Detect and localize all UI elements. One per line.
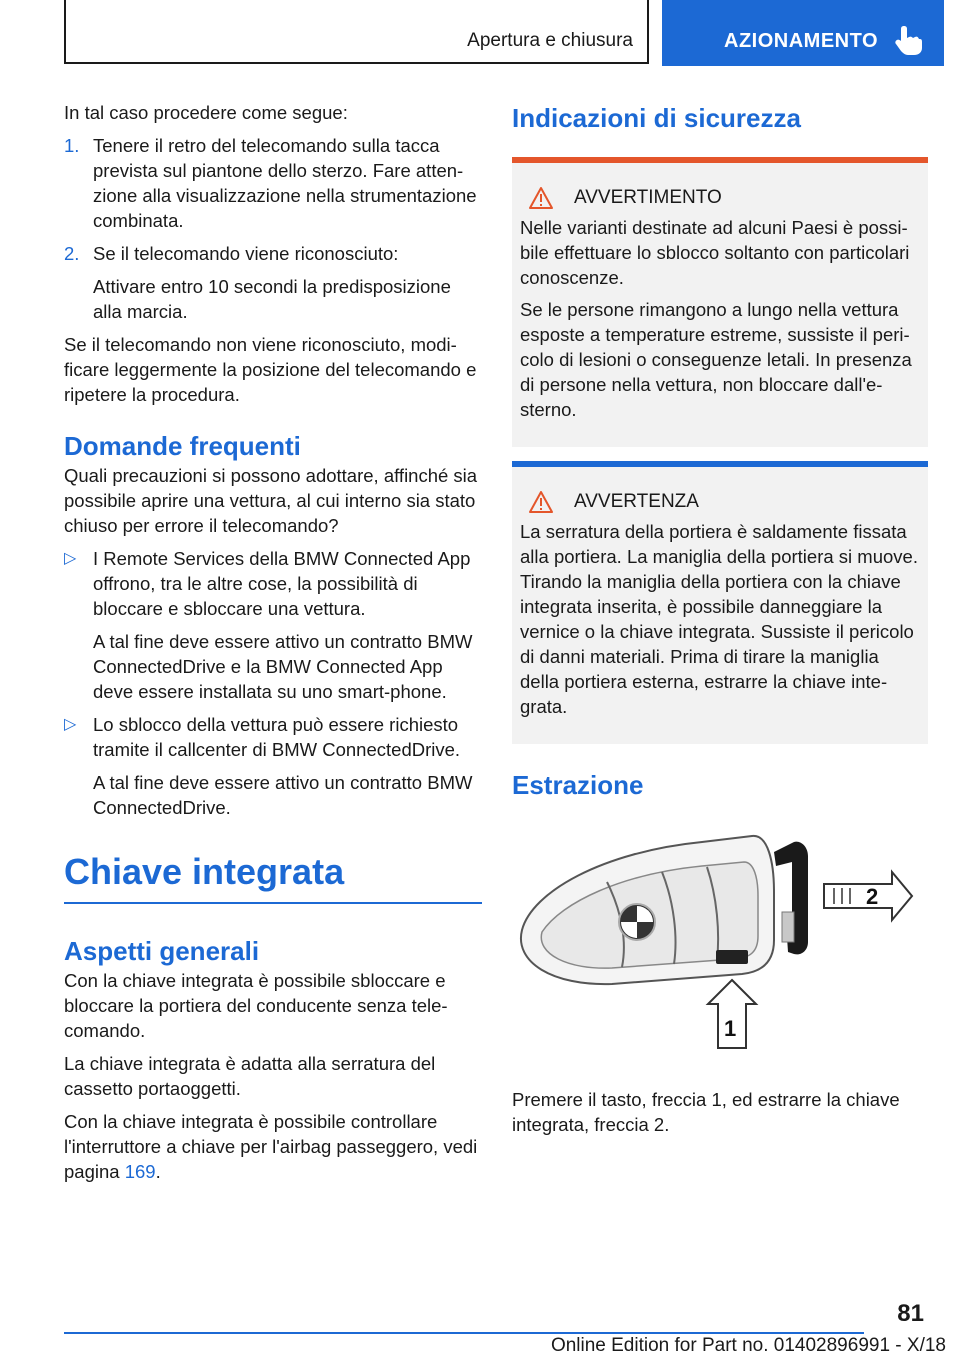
list-item: [64, 712, 482, 762]
retry-text: Se il telecomando non viene riconosciuto, modi-ficare leggermente la posizione del telecomando e ripetere la procedura.: [64, 334, 477, 405]
arrow-1-label: 1: [724, 1016, 737, 1041]
paragraph-text: Con la chiave integrata è possibile controllare l'interruttore a chiave per l'airbag passeggero, vedi pagina: [64, 1111, 478, 1182]
step-1: [64, 133, 482, 233]
warning-paragraph: Se le persone rimangono a lungo nella vettura esposte a temperature estreme, sussiste il peri-colo di lesioni o conseguenze letali. In presenza di persone nella vettura, non bloccare dall'e-sterno.: [520, 299, 912, 420]
key-extraction-illustration: [512, 822, 928, 1052]
general-paragraph-3: [64, 1109, 482, 1184]
footer-divider: [64, 1332, 864, 1334]
list-item: [64, 546, 482, 621]
warning-paragraph: Nelle varianti destinate ad alcuni Paesi è possi-bile effettuare lo sblocco soltanto con particolari conoscenze.: [520, 217, 910, 288]
footer-edition: Online Edition for Part no. 01402896991 - X/18: [550, 1335, 946, 1356]
safety-heading: Indicazioni di sicurezza: [512, 103, 801, 133]
step-text: Tenere il retro del telecomando sulla tacca prevista sul piantone dello sterzo. Fare atten-zione alla visualizzazione nella strumentazione combinata.: [93, 135, 477, 231]
chapter-heading: Chiave integrata: [64, 851, 345, 892]
page-link[interactable]: 169: [124, 1161, 156, 1182]
heading-divider: [64, 902, 482, 904]
pointing-hand-icon: [894, 24, 924, 56]
bullet-detail: A tal fine deve essere attivo un contratto BMW ConnectedDrive.: [93, 772, 473, 818]
right-column: [512, 101, 928, 1145]
step-2: [64, 241, 482, 266]
warning-header: [520, 185, 920, 211]
faq-question: Quali precauzioni si possono adottare, affinché sia possibile aprire una vettura, al cui interno sia stato chiuso per errore il telecomando?: [64, 465, 478, 536]
caution-title: AVVERTENZA: [574, 491, 699, 512]
step-2-detail: Attivare entro 10 secondi la predisposizione alla marcia.: [93, 276, 451, 322]
bullet-text: Lo sblocco della vettura può essere richiesto tramite il callcenter di BMW ConnectedDrive.: [93, 714, 461, 760]
intro-text: In tal caso procedere come segue:: [64, 102, 348, 123]
section-title: AZIONAMENTO: [724, 30, 879, 52]
faq-heading: Domande frequenti: [64, 431, 301, 461]
warning-triangle-icon: [528, 490, 554, 514]
warning-title: AVVERTIMENTO: [574, 187, 722, 208]
chapter-title: Apertura e chiusura: [467, 30, 633, 51]
arrow-2-label: 2: [866, 884, 879, 909]
faq-answers: [64, 546, 482, 820]
header-chapter-box: [64, 0, 649, 64]
warning-triangle-icon: [528, 186, 554, 210]
triangle-bullet-icon: ▷: [64, 550, 77, 567]
extraction-heading: Estrazione: [512, 770, 644, 800]
step-number: 2.: [64, 243, 80, 264]
paragraph-text: .: [155, 1161, 161, 1182]
extraction-text: Premere il tasto, freccia 1, ed estrarre la chiave integrata, freccia 2.: [512, 1089, 900, 1135]
triangle-bullet-icon: ▷: [64, 716, 77, 733]
bullet-detail: A tal fine deve essere attivo un contratto BMW ConnectedDrive e la BMW Connected App deve essere installata su uno smart-phone.: [93, 631, 473, 702]
page-number: 81: [897, 1300, 924, 1327]
warning-box: [512, 157, 928, 447]
procedure-steps: [64, 133, 482, 266]
general-paragraph-2: La chiave integrata è adatta alla serratura del cassetto portaoggetti.: [64, 1053, 436, 1099]
caution-paragraph: La serratura della portiera è saldamente fissata alla portiera. La maniglia della portiera si muove. Tirando la maniglia della portiera con la chiave integrata inserita, è possibile danneggiare la vernice o la chiave integrata. Sussiste il pericolo di danni materiali. Prima di tirare la maniglia della portiera esterna, estrarre la chiave inte-grata.: [520, 521, 918, 717]
caution-box: [512, 461, 928, 744]
left-column: [64, 100, 482, 1192]
bullet-text: I Remote Services della BMW Connected App offrono, tra le altre cose, la possibilità di bloccare e sbloccare una vettura.: [93, 548, 471, 619]
step-number: 1.: [64, 135, 80, 156]
header-section-tab: [662, 0, 944, 66]
step-text: Se il telecomando viene riconosciuto:: [93, 243, 399, 264]
caution-header: [520, 489, 920, 515]
general-heading: Aspetti generali: [64, 936, 260, 966]
general-paragraph-1: Con la chiave integrata è possibile sbloccare e bloccare la portiera del conducente senza tele-comando.: [64, 970, 448, 1041]
